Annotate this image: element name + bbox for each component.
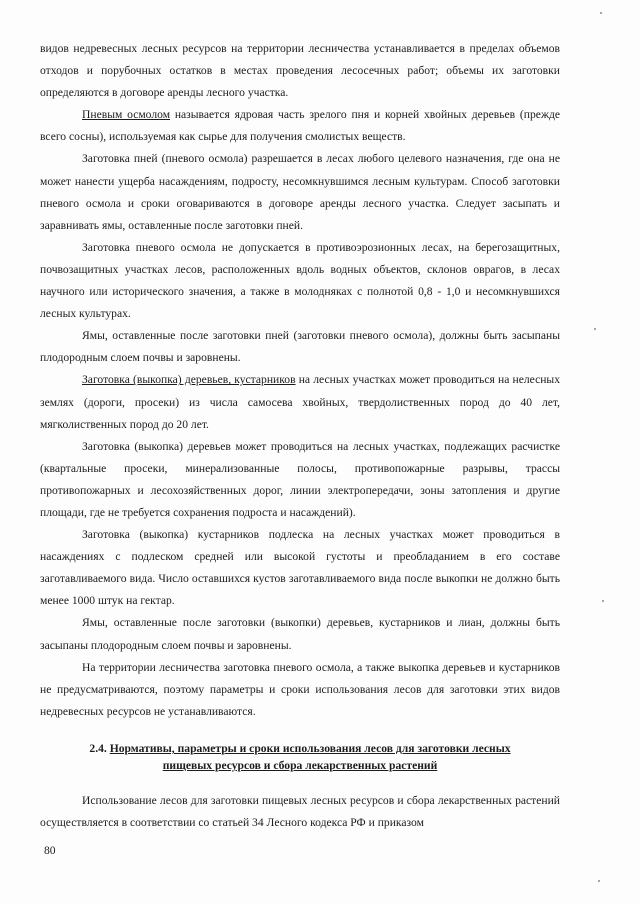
section-title-line-2: пищевых ресурсов и сбора лекарственных растений — [162, 758, 438, 772]
paragraph-6 — [40, 369, 560, 435]
paragraph-5: Ямы, оставленные после заготовки пней (заготовки пневого осмола), должны быть засыпаны плодородным слоем почвы и заровнены. — [40, 329, 560, 365]
paragraph-7: Заготовка (выкопка) деревьев может проводиться на лесных участках, подлежащих расчистке (квартальные просеки, минерализованные полосы, противопожарные разрывы, трассы противопожарных и лесохозяйственных дорог, линии электропередачи, зоны затопления и другие площади, где не требуется сохранения подроста и насаждений). — [40, 439, 560, 519]
scan-speck — [600, 12, 602, 14]
paragraph-8: Заготовка (выкопка) кустарников подлеска на лесных участках может проводиться в насаждениях с подлеском средней или высокой густоты и преобладанием в его составе заготавливаемого вида. Число оставшихся кустов заготавливаемого вида после выкопки не должно быть менее 1000 штук на гектар. — [40, 528, 560, 608]
paragraph-6-body: на лесных участках может проводиться на нелесных землях (дороги, просеки) из числа самосева хвойных, твердолиственных пород до 40 лет, мягколиственных пород до 20 лет. — [40, 373, 561, 431]
section-number: 2.4. — [89, 741, 107, 755]
paragraph-9: Ямы, оставленные после заготовки (выкопки) деревьев, кустарников и лиан, должны быть засыпаны плодородным слоем почвы и заровнены. — [40, 616, 560, 652]
paragraph-1: видов недревесных лесных ресурсов на территории лесничества устанавливается в пределах объемов отходов и порубочных остатков в местах проведения лесосечных работ; объемы их заготовки определяются в договоре аренды лесного участка. — [40, 42, 560, 100]
page-number: 80 — [44, 844, 56, 857]
section-heading-line-2 — [40, 757, 560, 774]
scan-speck — [598, 880, 600, 882]
paragraph-4: Заготовка пневого осмола не допускается в противоэрозионных лесах, на берегозащитных, почвозащитных участках лесов, расположенных вдоль водных объектов, склонов оврагов, в лесах научного или исторического значения, а также в молодняках с полнотой 0,8 - 1,0 и несомкнувшихся лесных культурах. — [40, 240, 560, 321]
scan-speck — [594, 328, 596, 330]
paragraph-10: На территории лесничества заготовка пневого осмола, а также выкопка деревьев и кустарников не предусматриваются, поэтому параметры и сроки использования лесов для заготовки этих видов недревесных ресурсов не устанавливаются. — [40, 660, 560, 718]
term-zagotovka-derevyev: Заготовка (выкопка) деревьев, кустарников — [82, 373, 296, 387]
page-content — [40, 38, 560, 834]
section-heading-line-1 — [40, 740, 560, 757]
paragraph-3: Заготовка пней (пневого осмола) разрешается в лесах любого целевого назначения, где она не может нанести ущерба насаждениям, подросту, несомкнувшимся лесным культурам. Способ заготовки пневого осмола и сроки оговариваются в договоре аренды лесного участка. Следует засыпать и заравнивать ямы, оставленные после заготовки пней. — [40, 152, 560, 232]
section-heading — [40, 740, 560, 774]
paragraph-2 — [40, 104, 560, 148]
paragraph-2-body: называется ядровая часть зрелого пня и корней хвойных деревьев (прежде всего сосны), используемая как сырье для получения смолистых веществ. — [40, 108, 560, 144]
term-pnevoy-osmol: Пневым осмолом — [82, 108, 171, 122]
paragraph-11: Использование лесов для заготовки пищевых лесных ресурсов и сбора лекарственных растений осуществляется в соответствии со статьей 34 Лесного кодекса РФ и приказом — [40, 793, 560, 829]
scan-speck — [602, 600, 604, 602]
section-title-line-1: Нормативы, параметры и сроки использования лесов для заготовки лесных — [109, 741, 511, 755]
